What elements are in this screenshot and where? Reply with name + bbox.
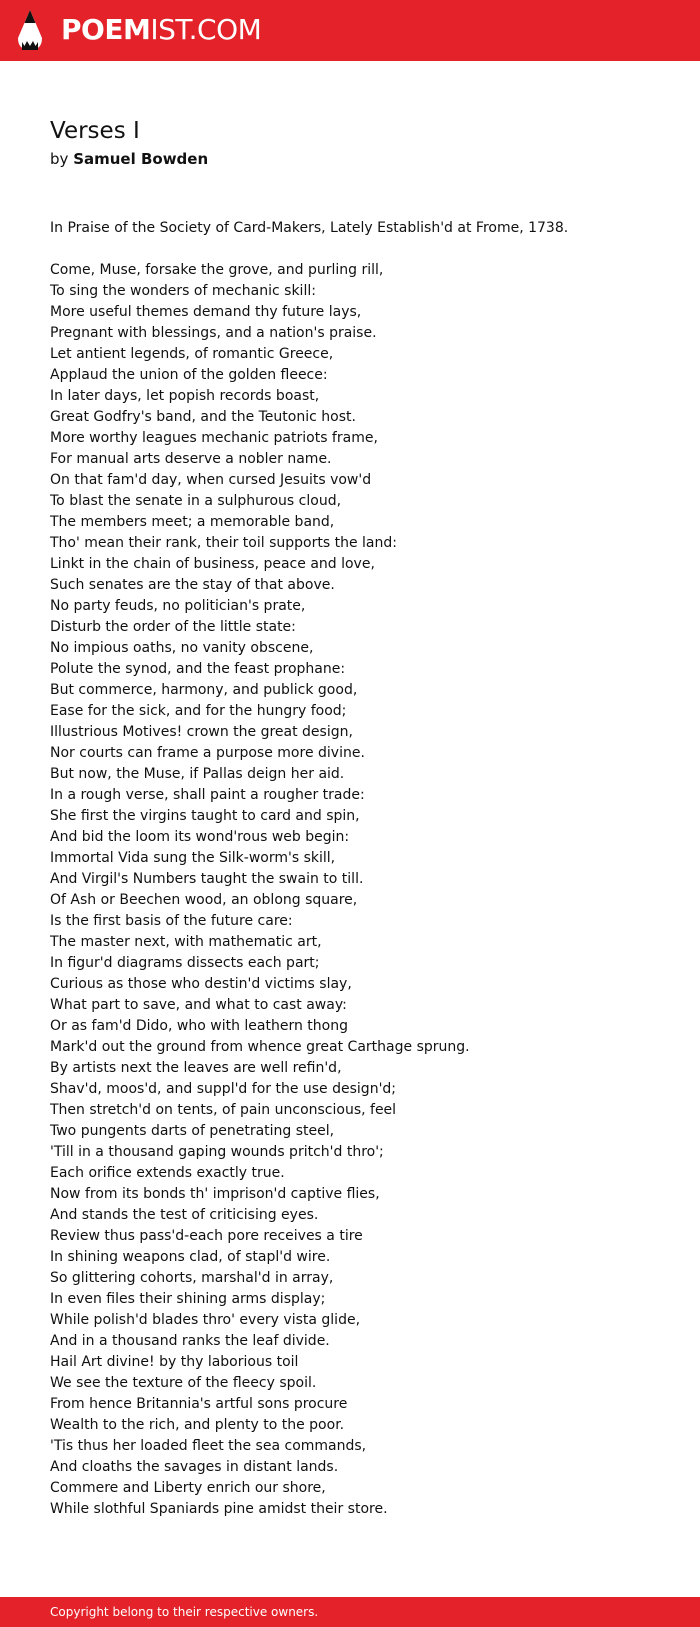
- poem-line: Disturb the order of the little state:: [50, 619, 296, 635]
- poem-line: And stands the test of criticising eyes.: [50, 1207, 319, 1223]
- poem-line: Is the first basis of the future care:: [50, 913, 293, 929]
- poem-line: In later days, let popish records boast,: [50, 388, 320, 404]
- poem-line: Two pungents darts of penetrating steel,: [50, 1123, 335, 1139]
- byline: [50, 148, 208, 170]
- poem-line: Tho' mean their rank, their toil supports the land:: [50, 535, 397, 551]
- site-header: [0, 0, 700, 61]
- poem-line: More useful themes demand thy future lays,: [50, 304, 362, 320]
- poem-line: Or as fam'd Dido, who with leathern thong: [50, 1018, 348, 1034]
- poem-subtitle: In Praise of the Society of Card-Makers, Lately Establish'd at Frome, 1738.: [50, 220, 569, 236]
- poem-line: We see the texture of the fleecy spoil.: [50, 1375, 317, 1391]
- poem-line: Immortal Vida sung the Silk-worm's skill,: [50, 850, 336, 866]
- poem-line: And in a thousand ranks the leaf divide.: [50, 1333, 330, 1349]
- poem-line: And Virgil's Numbers taught the swain to till.: [50, 871, 364, 887]
- site-footer: [0, 1597, 700, 1627]
- poem-line: In a rough verse, shall paint a rougher trade:: [50, 787, 365, 803]
- poem-line: In even files their shining arms display;: [50, 1291, 326, 1307]
- logo-bold-text: POEM: [61, 13, 151, 46]
- stanza-gap: [50, 239, 670, 260]
- poem-line: In shining weapons clad, of stapl'd wire.: [50, 1249, 331, 1265]
- pencil-tip-icon[interactable]: [16, 9, 44, 51]
- poem-line: Linkt in the chain of business, peace and love,: [50, 556, 375, 572]
- poem-line: Pregnant with blessings, and a nation's praise.: [50, 325, 377, 341]
- poem-line: Wealth to the rich, and plenty to the poor.: [50, 1417, 345, 1433]
- poem-line: But commerce, harmony, and publick good,: [50, 682, 358, 698]
- poem-line: Curious as those who destin'd victims slay,: [50, 976, 352, 992]
- byline-prefix: by: [50, 150, 69, 168]
- poem-line: Hail Art divine! by thy laborious toil: [50, 1354, 299, 1370]
- poem-line: No impious oaths, no vanity obscene,: [50, 640, 314, 656]
- poem-line: She first the virgins taught to card and spin,: [50, 808, 360, 824]
- poem-title: Verses I: [50, 118, 140, 144]
- poem-line: For manual arts deserve a nobler name.: [50, 451, 332, 467]
- poem-line: While slothful Spaniards pine amidst their store.: [50, 1501, 388, 1517]
- poem-line: To sing the wonders of mechanic skill:: [50, 283, 316, 299]
- poem-line: Ease for the sick, and for the hungry food;: [50, 703, 347, 719]
- poem-line: On that fam'd day, when cursed Jesuits vow'd: [50, 472, 372, 488]
- poem-line: By artists next the leaves are well refin'd,: [50, 1060, 342, 1076]
- poem-line: Applaud the union of the golden fleece:: [50, 367, 328, 383]
- poem-line: Review thus pass'd-each pore receives a tire: [50, 1228, 363, 1244]
- poem-line: 'Till in a thousand gaping wounds pritch'd thro';: [50, 1144, 384, 1160]
- poem-line: Illustrious Motives! crown the great design,: [50, 724, 353, 740]
- poem-line: Then stretch'd on tents, of pain unconscious, feel: [50, 1102, 397, 1118]
- poem-line: Mark'd out the ground from whence great Carthage sprung.: [50, 1039, 470, 1055]
- poem-line: And cloaths the savages in distant lands.: [50, 1459, 339, 1475]
- poem-line: Come, Muse, forsake the grove, and purling rill,: [50, 262, 384, 278]
- poem-line: Shav'd, moos'd, and suppl'd for the use design'd;: [50, 1081, 397, 1097]
- poem-line: And bid the loom its wond'rous web begin:: [50, 829, 350, 845]
- poem-line: Such senates are the stay of that above.: [50, 577, 335, 593]
- poem-line: To blast the senate in a sulphurous cloud,: [50, 493, 342, 509]
- poem-line: The master next, with mathematic art,: [50, 934, 322, 950]
- poem-line: Nor courts can frame a purpose more divine.: [50, 745, 365, 761]
- poem-line: The members meet; a memorable band,: [50, 514, 335, 530]
- site-logo[interactable]: [61, 11, 261, 49]
- logo-light-text: IST.COM: [150, 13, 262, 46]
- author-name: Samuel Bowden: [73, 150, 209, 168]
- copyright-text: Copyright belong to their respective owners.: [50, 1605, 319, 1619]
- poem-line: No party feuds, no politician's prate,: [50, 598, 306, 614]
- poem-line: While polish'd blades thro' every vista glide,: [50, 1312, 361, 1328]
- poem-line: Let antient legends, of romantic Greece,: [50, 346, 334, 362]
- poem-line: But now, the Muse, if Pallas deign her aid.: [50, 766, 345, 782]
- poem-line: Commere and Liberty enrich our shore,: [50, 1480, 326, 1496]
- poem-line: Great Godfry's band, and the Teutonic host.: [50, 409, 356, 425]
- poem-line: Each orifice extends exactly true.: [50, 1165, 285, 1181]
- poem-line: Of Ash or Beechen wood, an oblong square,: [50, 892, 358, 908]
- poem-line: From hence Britannia's artful sons procure: [50, 1396, 348, 1412]
- poem-line: More worthy leagues mechanic patriots frame,: [50, 430, 378, 446]
- poem-line: Now from its bonds th' imprison'd captive flies,: [50, 1186, 380, 1202]
- poem-line: Polute the synod, and the feast prophane:: [50, 661, 346, 677]
- poem-line: What part to save, and what to cast away:: [50, 997, 347, 1013]
- poem-body: [50, 218, 670, 1520]
- poem-line: So glittering cohorts, marshal'd in array,: [50, 1270, 334, 1286]
- poem-line: In figur'd diagrams dissects each part;: [50, 955, 320, 971]
- poem-line: 'Tis thus her loaded fleet the sea commands,: [50, 1438, 367, 1454]
